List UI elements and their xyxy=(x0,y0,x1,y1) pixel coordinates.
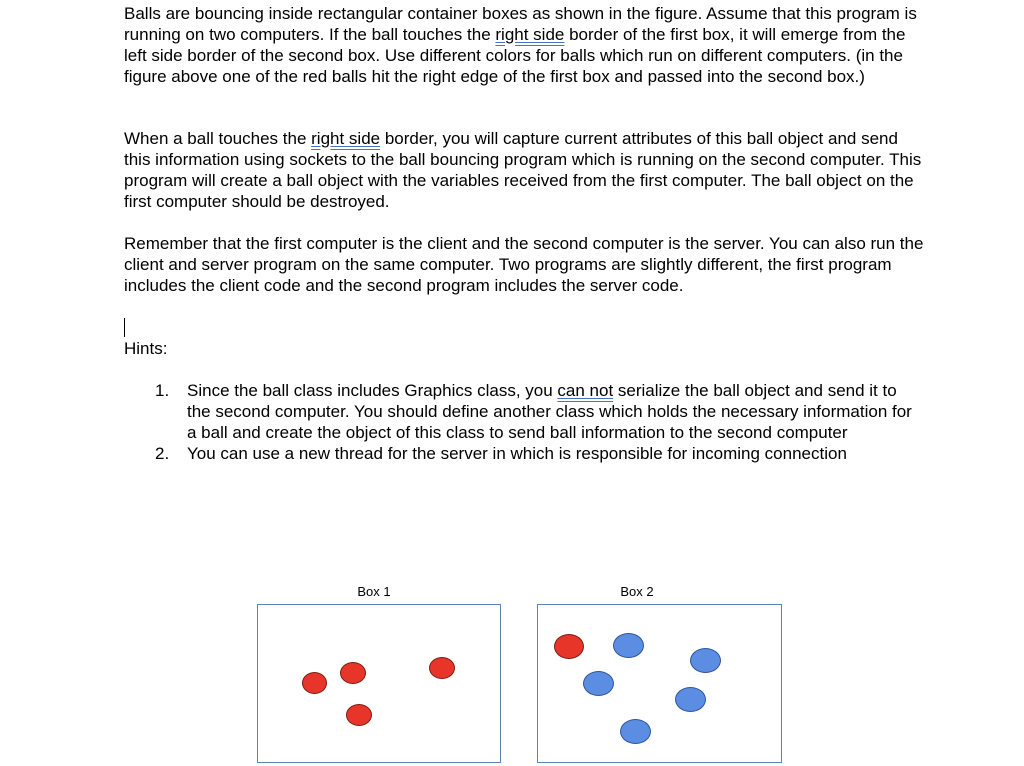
paragraph-2 xyxy=(124,128,924,212)
spellcheck-underlined-right-side[interactable]: right side xyxy=(495,25,565,44)
list-item-number: 1. xyxy=(155,381,170,400)
hint-1-text-b: serialize the ball object and send it to the second computer. You should define another class which holds the necessary information for a ball and create the object of this class to send ball information to the second computer xyxy=(187,381,912,442)
blue-ball xyxy=(675,687,706,712)
box-2-label: Box 2 xyxy=(620,584,654,599)
blue-ball xyxy=(620,719,651,744)
spellcheck-underlined-right-side[interactable]: right side xyxy=(311,129,381,148)
red-ball xyxy=(340,662,366,684)
hint-2-text: You can use a new thread for the server in which is responsible for incoming connection xyxy=(187,444,847,463)
blue-ball xyxy=(583,671,614,696)
paragraph-2-text-a: When a ball touches the xyxy=(124,129,312,148)
list-item xyxy=(124,443,924,464)
blue-ball xyxy=(613,633,644,658)
red-ball xyxy=(346,704,372,726)
paragraph-3: Remember that the first computer is the client and the second computer is the server. You can also run the client and server program on the same computer. Two programs are slightly different, the first program includes the client code and the second program includes the server code. xyxy=(124,234,924,295)
spellcheck-underlined-can-not[interactable]: can not xyxy=(557,381,614,400)
red-ball xyxy=(302,672,327,694)
paragraph-1-text-a: Balls are bouncing inside rectangular container boxes as shown in the figure. Assume that this program is running on two computers. If the ball touches the xyxy=(124,4,917,44)
paragraph-1 xyxy=(124,3,924,87)
list-item-number: 2. xyxy=(155,444,170,463)
box-1 xyxy=(257,604,501,763)
hint-1-text-a: Since the ball class includes Graphics class, you xyxy=(187,381,558,400)
hints-list xyxy=(124,380,924,464)
red-ball xyxy=(429,657,455,679)
paragraph-2-text-b: border, you will capture current attributes of this ball object and send this information using sockets to the ball bouncing program which is running on the second computer. This program will create a ball object with the variables received from the first computer. The ball object on the first computer should be destroyed. xyxy=(124,129,922,211)
box-1-label: Box 1 xyxy=(357,584,391,599)
list-item xyxy=(124,380,924,443)
red-ball xyxy=(554,634,584,659)
paragraph-1-text-b: border of the first box, it will emerge from the left side border of the second box. Use different colors for balls which run on different computers. (in the figure above one of the red balls hit the right edge of the first box and passed into the second box.) xyxy=(124,25,906,86)
blue-ball xyxy=(690,648,721,673)
hints-heading: Hints: xyxy=(124,339,168,358)
box-2 xyxy=(537,604,782,763)
text-cursor xyxy=(124,318,125,337)
